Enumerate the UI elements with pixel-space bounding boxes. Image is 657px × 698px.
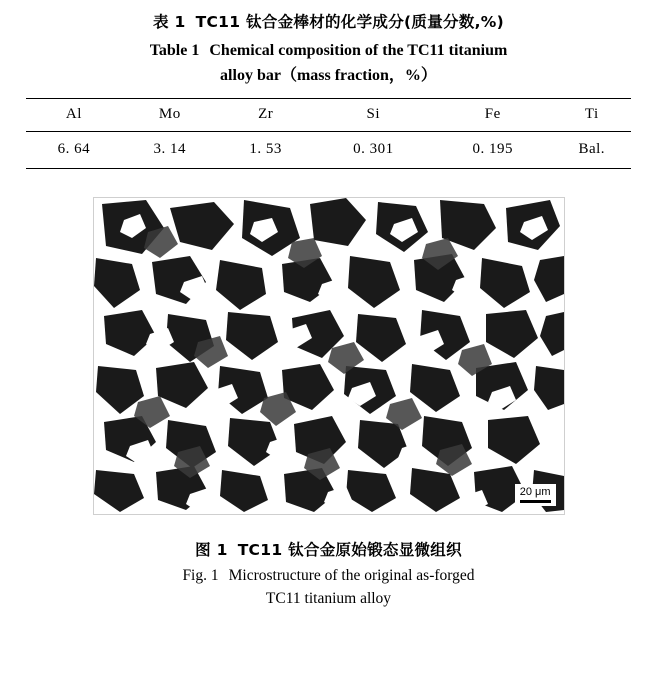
figure-caption-chinese-label: 图 1 bbox=[195, 541, 228, 559]
microstructure-graphic bbox=[94, 198, 564, 514]
column-header-al: Al bbox=[65, 106, 82, 122]
table-caption-chinese-text: TC11 钛合金棒材的化学成分(质量分数,%) bbox=[195, 13, 504, 31]
table-caption-english bbox=[14, 38, 643, 64]
figure-caption-english bbox=[14, 563, 643, 588]
table-caption-english-label: Table 1 bbox=[149, 42, 200, 59]
column-header-fe: Fe bbox=[484, 106, 501, 122]
table-row bbox=[26, 132, 631, 169]
scale-bar-line bbox=[520, 500, 551, 503]
cell-zr: 1. 53 bbox=[249, 141, 282, 157]
figure-caption-chinese-text: TC11 钛合金原始锻态显微组织 bbox=[237, 541, 462, 559]
table-caption-chinese-label: 表 1 bbox=[153, 13, 186, 31]
table-head bbox=[26, 99, 631, 132]
micrograph-image bbox=[93, 197, 565, 515]
cell-ti: Bal. bbox=[578, 141, 606, 157]
figure-caption bbox=[14, 537, 643, 610]
cell-al: 6. 64 bbox=[57, 141, 91, 157]
scale-bar-label: 20 μm bbox=[519, 486, 551, 498]
cell-mo: 3. 14 bbox=[153, 141, 187, 157]
table-header-row bbox=[26, 99, 631, 132]
table-caption-english-line2: alloy bar（mass fraction，%） bbox=[220, 67, 437, 84]
figure-block bbox=[14, 197, 643, 610]
scale-bar bbox=[515, 484, 556, 506]
table-caption bbox=[14, 10, 643, 88]
figure-caption-english-line2: TC11 titanium alloy bbox=[265, 590, 392, 607]
cell-si: 0. 301 bbox=[353, 141, 394, 157]
figure-caption-english-text: Microstructure of the original as-forged bbox=[228, 567, 475, 584]
figure-caption-english-label: Fig. 1 bbox=[182, 567, 219, 584]
figure-caption-chinese bbox=[14, 537, 643, 563]
paper-page bbox=[0, 10, 657, 698]
table-caption-chinese bbox=[14, 10, 643, 34]
column-header-si: Si bbox=[366, 106, 381, 122]
composition-table bbox=[26, 98, 631, 169]
table-caption-english-text: Chemical composition of the TC11 titanium bbox=[209, 42, 508, 59]
column-header-mo: Mo bbox=[158, 106, 181, 122]
cell-fe: 0. 195 bbox=[472, 141, 514, 157]
column-header-ti: Ti bbox=[584, 106, 599, 122]
composition-table-wrapper bbox=[26, 98, 631, 169]
column-header-zr: Zr bbox=[258, 106, 274, 122]
table-body bbox=[26, 132, 631, 169]
